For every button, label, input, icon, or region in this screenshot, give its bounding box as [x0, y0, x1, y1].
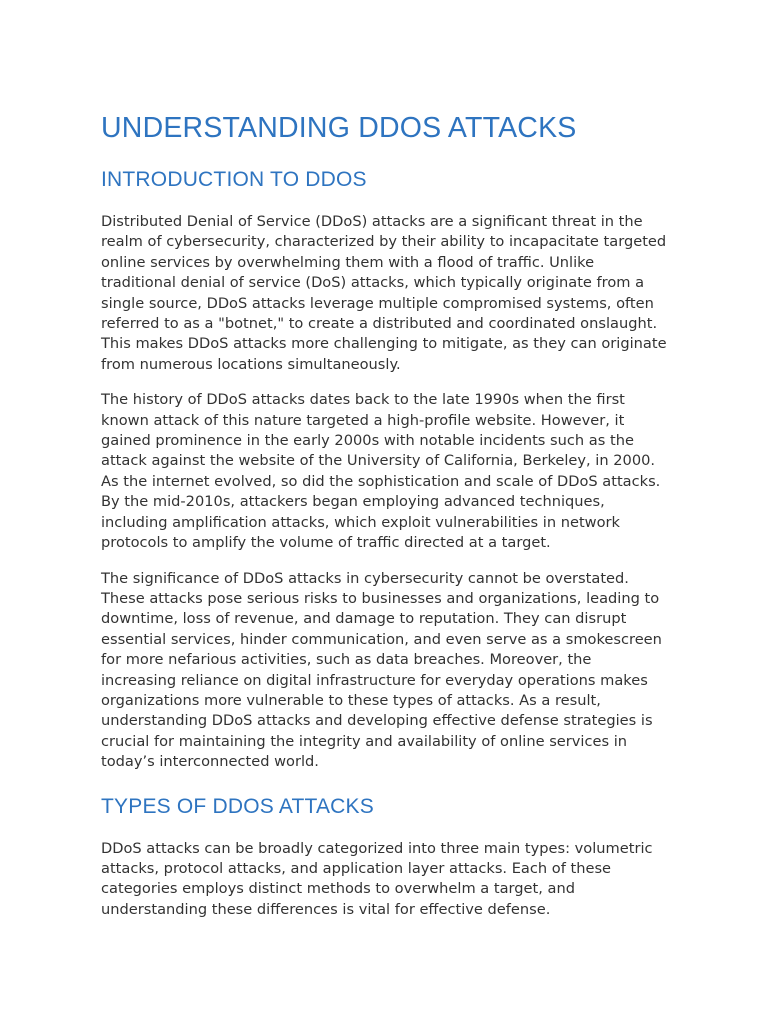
- section-heading-types: TYPES OF DDOS ATTACKS: [101, 794, 374, 818]
- document-title: UNDERSTANDING DDOS ATTACKS: [101, 112, 577, 144]
- section-heading-introduction: INTRODUCTION TO DDOS: [101, 168, 367, 191]
- paragraph-types-overview: DDoS attacks can be broadly categorized into three main types: volumetric attacks, protocol attacks, and application layer attacks. Each of these categories employs distinct methods to overwhelm a target, and understanding these differences is vital for effective defense.: [101, 839, 653, 918]
- paragraph-intro-definition: Distributed Denial of Service (DDoS) attacks are a significant threat in the realm of cybersecurity, characterized by their ability to incapacitate targeted online services by overwhelming them with a flood of traffic. Unlike traditional denial of service (DoS) attacks, which typically originate from a single source, DDoS attacks leverage multiple compromised systems, often referred to as a "botnet," to create a distributed and coordinated onslaught. This makes DDoS attacks more challenging to mitigate, as they can originate from numerous locations simultaneously.: [101, 213, 667, 373]
- document-page: [101, 0, 667, 920]
- paragraph-intro-history: The history of DDoS attacks dates back to the late 1990s when the first known attack of this nature targeted a high-profile website. However, it gained prominence in the early 2000s with notable incidents such as the attack against the website of the University of California, Berkeley, in 2000. As the internet evolved, so did the sophistication and scale of DDoS attacks. By the mid-2010s, attackers began employing advanced techniques, including amplification attacks, which exploit vulnerabilities in network protocols to amplify the volume of traffic directed at a target.: [101, 391, 661, 552]
- paragraph-intro-significance: The significance of DDoS attacks in cybersecurity cannot be overstated. These attacks pose serious risks to businesses and organizations, leading to downtime, loss of revenue, and damage to reputation. They can disrupt essential services, hinder communication, and even serve as a smokescreen for more nefarious activities, such as data breaches. Moreover, the increasing reliance on digital infrastructure for everyday operations makes organizations more vulnerable to these types of attacks. As a result, understanding DDoS attacks and developing effective defense strategies is crucial for maintaining the integrity and availability of online services in today’s interconnected world.: [101, 569, 662, 771]
